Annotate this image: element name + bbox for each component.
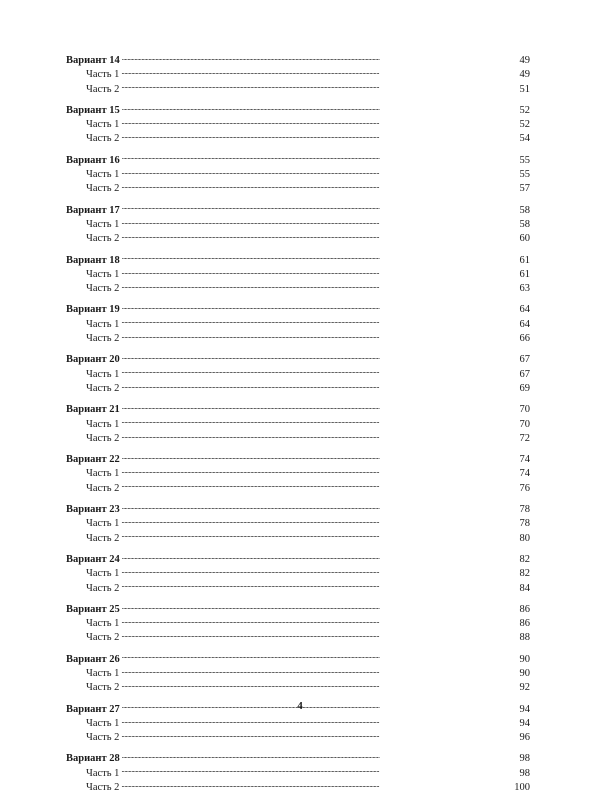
toc-entry-title: Часть 1 [86,368,120,380]
toc-entry-title: Часть 2 [86,482,120,494]
toc-entry-title: Вариант 23 [66,504,120,516]
toc-entry-title: Вариант 26 [66,653,120,665]
toc-variant-row [66,203,530,217]
dot-leader [121,531,517,541]
dot-leader [121,381,517,391]
toc-variant-row [66,751,530,765]
toc-part-row [66,267,530,281]
dot-leader [122,302,518,312]
dot-leader [122,253,518,263]
toc-variant-row [66,253,530,267]
toc-entry-title: Часть 2 [86,233,120,245]
toc-part-row [66,317,530,331]
dot-leader [121,780,512,790]
toc-page-number: 74 [519,454,530,466]
page-number: 4 [297,700,303,712]
dot-leader [121,231,517,241]
dot-leader [121,516,517,526]
dot-leader [122,153,518,163]
toc-part-row [66,217,530,231]
toc-variant-row [66,552,530,566]
toc-page-number: 94 [519,703,530,715]
dot-leader [121,67,517,77]
dot-leader [121,481,517,491]
toc-variant-group [66,153,530,196]
dot-leader [121,367,517,377]
dot-leader [121,167,517,177]
toc-page-number: 82 [519,568,530,580]
toc-part-row [66,231,530,245]
toc-part-row [66,566,530,580]
toc-part-row [66,281,530,295]
toc-page-number: 80 [519,532,530,544]
toc-page-number: 67 [519,368,530,380]
toc-page-number: 49 [519,69,530,81]
toc-entry-title: Вариант 21 [66,404,120,416]
dot-leader [122,352,518,362]
dot-leader [122,103,518,113]
toc-part-row [66,431,530,445]
dot-leader [121,680,517,690]
dot-leader [121,716,517,726]
toc-part-row [66,481,530,495]
toc-entry-title: Часть 2 [86,133,120,145]
toc-variant-group [66,203,530,246]
toc-entry-title: Вариант 17 [66,204,120,216]
dot-leader [121,281,517,291]
dot-leader [121,431,517,441]
toc-entry-title: Часть 1 [86,119,120,131]
toc-page-number: 51 [519,83,530,95]
toc-entry-title: Часть 2 [86,382,120,394]
toc-variant-row [66,302,530,316]
dot-leader [121,267,517,277]
toc-part-row [66,82,530,96]
toc-entry-title: Часть 1 [86,717,120,729]
toc-part-row [66,466,530,480]
toc-page-number: 55 [519,169,530,181]
toc-variant-row [66,103,530,117]
dot-leader [121,82,517,92]
toc-page-number: 58 [519,218,530,230]
toc-page-number: 84 [519,582,530,594]
toc-page-number: 60 [519,233,530,245]
dot-leader [122,203,518,213]
dot-leader [122,652,518,662]
toc-page-number: 98 [519,753,530,765]
toc-variant-group [66,402,530,445]
toc-variant-group [66,253,530,296]
toc-entry-title: Часть 2 [86,83,120,95]
toc-part-row [66,780,530,794]
toc-page-number: 88 [519,632,530,644]
toc-page-number: 52 [519,104,530,116]
dot-leader [122,602,518,612]
toc-entry-title: Вариант 19 [66,304,120,316]
toc-part-row [66,181,530,195]
toc-page-number: 90 [519,667,530,679]
toc-page-number: 100 [514,782,530,794]
dot-leader [121,317,517,327]
toc-page-number: 98 [519,767,530,779]
toc-page-number: 74 [519,468,530,480]
toc-page-number: 58 [519,204,530,216]
toc-variant-row [66,652,530,666]
toc-part-row [66,531,530,545]
toc-entry-title: Вариант 22 [66,454,120,466]
toc-variant-row [66,402,530,416]
toc-page-number: 61 [519,254,530,266]
toc-part-row [66,331,530,345]
toc-page-number: 86 [519,618,530,630]
toc-entry-title: Часть 1 [86,518,120,530]
toc-entry-title: Часть 2 [86,682,120,694]
dot-leader [121,630,517,640]
toc-page-number: 72 [519,432,530,444]
toc-entry-title: Часть 2 [86,582,120,594]
toc-entry-title: Вариант 15 [66,104,120,116]
toc-part-row [66,67,530,81]
toc-variant-group [66,502,530,545]
toc-variant-group [66,452,530,495]
toc-entry-title: Часть 2 [86,782,120,794]
toc-page-number: 96 [519,732,530,744]
toc-part-row [66,616,530,630]
toc-variant-group [66,352,530,395]
toc-variant-row [66,352,530,366]
toc-variant-row [66,452,530,466]
dot-leader [121,466,517,476]
toc-part-row [66,766,530,780]
toc-part-row [66,730,530,744]
toc-page-number: 94 [519,717,530,729]
dot-leader [122,552,518,562]
toc-part-row [66,516,530,530]
dot-leader [121,766,517,776]
toc-entry-title: Вариант 28 [66,753,120,765]
toc-variant-row [66,53,530,67]
toc-entry-title: Часть 1 [86,69,120,81]
dot-leader [121,331,517,341]
toc-entry-title: Вариант 16 [66,154,120,166]
toc-variant-row [66,602,530,616]
toc-entry-title: Часть 1 [86,568,120,580]
toc-variant-group [66,602,530,645]
dot-leader [121,730,517,740]
toc-entry-title: Часть 1 [86,169,120,181]
toc-part-row [66,381,530,395]
toc-entry-title: Вариант 14 [66,55,120,66]
toc-part-row [66,167,530,181]
toc-entry-title: Вариант 18 [66,254,120,266]
table-of-contents [66,53,530,794]
toc-entry-title: Часть 2 [86,183,120,195]
dot-leader [121,566,517,576]
toc-variant-group [66,53,530,96]
toc-part-row [66,680,530,694]
toc-entry-title: Часть 2 [86,732,120,744]
toc-part-row [66,417,530,431]
dot-leader [121,117,517,127]
toc-part-row [66,630,530,644]
toc-entry-title: Часть 1 [86,318,120,330]
dot-leader [121,131,517,141]
toc-entry-title: Часть 1 [86,418,120,430]
toc-part-row [66,716,530,730]
toc-page-number: 70 [519,418,530,430]
toc-page-number: 69 [519,382,530,394]
toc-part-row [66,131,530,145]
toc-part-row [66,581,530,595]
dot-leader [121,181,517,191]
toc-page-number: 78 [519,518,530,530]
toc-page-number: 70 [519,404,530,416]
toc-page-number: 66 [519,333,530,345]
toc-page-number: 67 [519,354,530,366]
toc-entry-title: Вариант 24 [66,553,120,565]
toc-page-number: 86 [519,603,530,615]
dot-leader [122,502,518,512]
toc-variant-group [66,552,530,595]
toc-variant-group [66,302,530,345]
toc-page-number: 76 [519,482,530,494]
toc-entry-title: Вариант 27 [66,703,120,715]
toc-entry-title: Вариант 20 [66,354,120,366]
toc-entry-title: Часть 1 [86,268,120,280]
toc-page-number: 64 [519,304,530,316]
toc-variant-group [66,652,530,695]
toc-page-number: 64 [519,318,530,330]
toc-page-number: 92 [519,682,530,694]
dot-leader [121,666,517,676]
toc-entry-title: Часть 1 [86,667,120,679]
dot-leader [122,751,518,761]
toc-page-number: 82 [519,553,530,565]
toc-part-row [66,367,530,381]
toc-page-number: 61 [519,268,530,280]
toc-page-number: 57 [519,183,530,195]
dot-leader [121,417,517,427]
toc-page-number: 90 [519,653,530,665]
dot-leader [122,53,518,63]
dot-leader [122,452,518,462]
dot-leader [121,616,517,626]
toc-entry-title: Часть 1 [86,218,120,230]
toc-page-number: 54 [519,133,530,145]
toc-part-row [66,666,530,680]
toc-entry-title: Часть 2 [86,532,120,544]
toc-page-number: 55 [519,154,530,166]
toc-entry-title: Часть 1 [86,767,120,779]
toc-entry-title: Часть 2 [86,283,120,295]
toc-page-number: 52 [519,119,530,131]
toc-entry-title: Часть 1 [86,468,120,480]
toc-page-number: 78 [519,504,530,516]
dot-leader [122,402,518,412]
toc-page-number: 63 [519,283,530,295]
toc-variant-row [66,153,530,167]
toc-entry-title: Часть 2 [86,333,120,345]
toc-variant-group [66,751,530,794]
toc-part-row [66,117,530,131]
toc-entry-title: Часть 2 [86,632,120,644]
toc-entry-title: Часть 2 [86,432,120,444]
dot-leader [121,581,517,591]
toc-entry-title: Часть 1 [86,618,120,630]
toc-page-number: 49 [519,55,530,66]
toc-variant-group [66,103,530,146]
toc-variant-row [66,502,530,516]
dot-leader [121,217,517,227]
toc-entry-title: Вариант 25 [66,603,120,615]
